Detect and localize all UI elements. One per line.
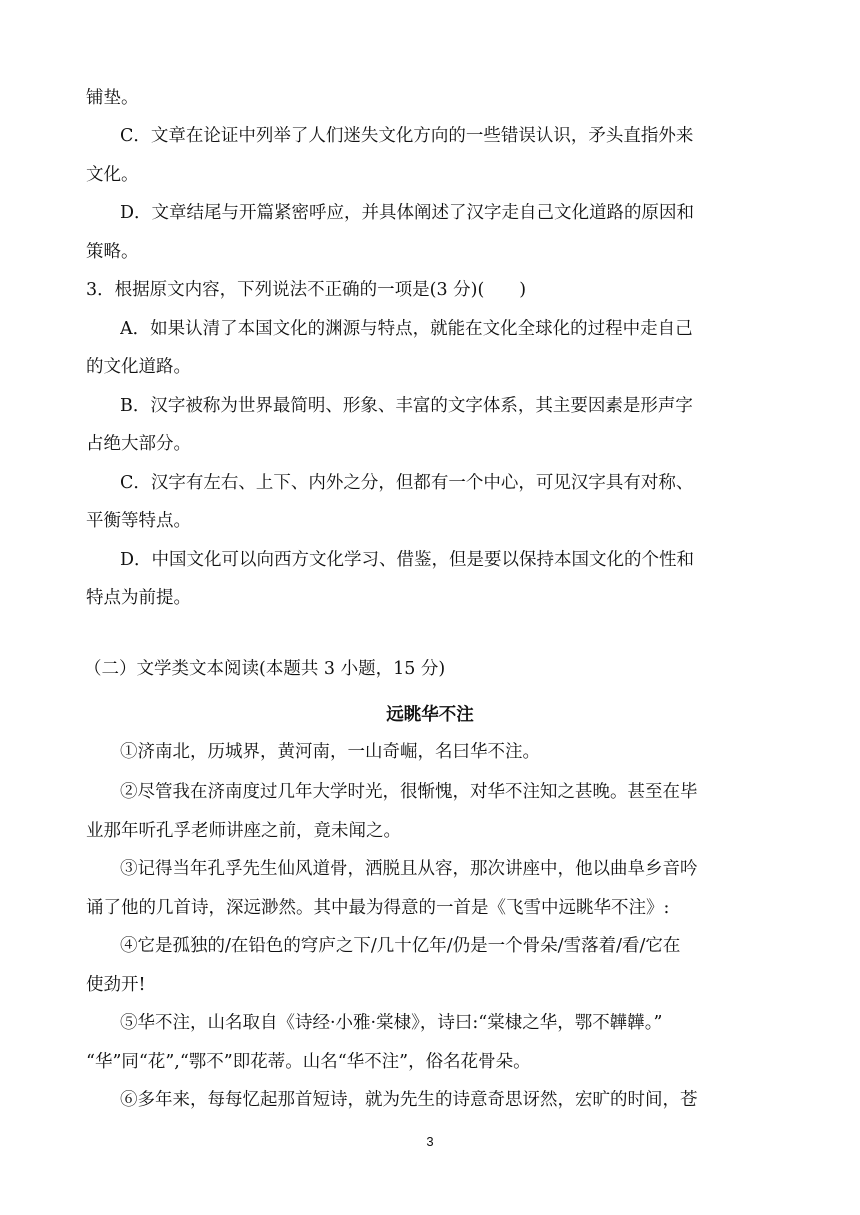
q2-option-c-line2: 文化。 [86, 165, 139, 185]
passage-paragraph-4-line1: ④它是孤独的/在铅色的穹庐之下/几十亿年/仍是一个骨朵/雪落着/看/它在 [120, 936, 681, 956]
q3-option-b-line1: B．汉字被称为世界最简明、形象、丰富的文字体系，其主要因素是形声字 [120, 396, 693, 416]
passage-paragraph-3-line1: ③记得当年孔孚先生仙风道骨，洒脱且从容，那次讲座中，他以曲阜乡音吟 [120, 859, 698, 879]
q3-option-d-line2: 特点为前提。 [86, 588, 191, 608]
passage-paragraph-1: ①济南北，历城界，黄河南，一山奇崛，名曰华不注。 [120, 742, 540, 762]
passage-title: 远眺华不注 [386, 705, 474, 725]
q2-option-d-line1: D．文章结尾与开篇紧密呼应，并具体阐述了汉字走自己文化道路的原因和 [120, 203, 695, 223]
passage-paragraph-5-line2: “华”同“花”,“鄂不”即花蒂。山名“华不注”，俗名花骨朵。 [86, 1052, 531, 1072]
q2-option-b-end: 铺垫。 [86, 88, 139, 108]
q3-option-a-line1: A．如果认清了本国文化的渊源与特点，就能在文化全球化的过程中走自己 [120, 319, 693, 339]
passage-paragraph-4-line2: 使劲开! [86, 975, 146, 995]
passage-paragraph-2-line1: ②尽管我在济南度过几年大学时光，很惭愧，对华不注知之甚晚。甚至在毕 [120, 782, 698, 802]
q3-option-c-line2: 平衡等特点。 [86, 511, 191, 531]
section-heading: （二）文学类文本阅读(本题共 3 小题，15 分) [84, 659, 446, 679]
q2-option-d-line2: 策略。 [86, 242, 139, 262]
passage-paragraph-2-line2: 业那年听孔孚老师讲座之前，竟未闻之。 [86, 821, 401, 841]
q3-option-c-line1: C．汉字有左右、上下、内外之分，但都有一个中心，可见汉字具有对称、 [120, 473, 694, 493]
q2-option-c-line1: C．文章在论证中列举了人们迷失文化方向的一些错误认识，矛头直指外来 [120, 126, 694, 146]
q3-option-d-line1: D．中国文化可以向西方文化学习、借鉴，但是要以保持本国文化的个性和 [120, 550, 695, 570]
passage-paragraph-6-line1: ⑥多年来，每每忆起那首短诗，就为先生的诗意奇思讶然，宏旷的时间，苍 [120, 1090, 698, 1110]
passage-paragraph-5-line1: ⑤华不注，山名取自《诗经·小雅·棠棣》，诗曰:“棠棣之华，鄂不韡韡。” [120, 1013, 663, 1033]
page-number: 3 [426, 1134, 434, 1149]
q3-option-b-line2: 占绝大部分。 [86, 434, 191, 454]
q3-option-a-line2: 的文化道路。 [86, 357, 191, 377]
q3-stem: 3．根据原文内容，下列说法不正确的一项是(3 分)( ) [86, 280, 527, 300]
passage-paragraph-3-line2: 诵了他的几首诗，深远渺然。其中最为得意的一首是《飞雪中远眺华不注》: [86, 898, 670, 918]
